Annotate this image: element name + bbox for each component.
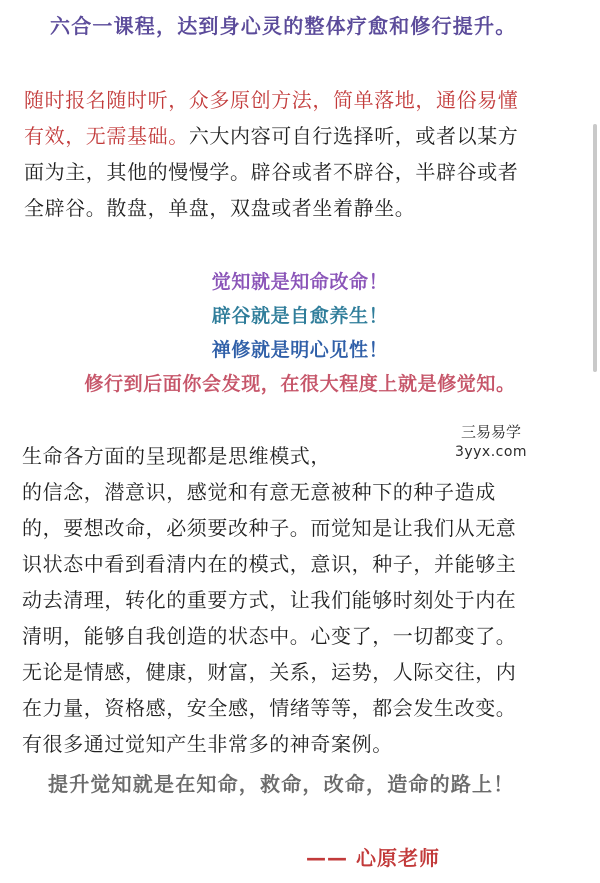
paragraph-2-line-1: 生命各方面的呈现都是思维模式，	[22, 444, 331, 468]
closing-statement: 提升觉知就是在知命，救命，改命，造命的路上！	[48, 772, 515, 796]
paragraph-2-line-4: 识状态中看到看清内在的模式，意识，种子，并能够主	[22, 552, 517, 576]
slogan-fasting: 辟谷就是自愈养生！	[211, 305, 389, 327]
site-watermark	[436, 422, 546, 462]
signature: —— 心原老师	[306, 846, 440, 870]
course-intro: 六合一课程，达到身心灵的整体疗愈和修行提升。	[50, 14, 517, 38]
paragraph-1-line-4: 全辟谷。散盘，单盘，双盘或者坐着静坐。	[24, 196, 416, 220]
slogan-practice: 修行到后面你会发现，在很大程度上就是修觉知。	[84, 373, 516, 395]
paragraph-2-line-2: 的信念，潜意识，感觉和有意无意被种下的种子造成	[22, 480, 496, 504]
paragraph-2-line-7: 无论是情感，健康，财富，关系，运势，人际交往，内	[22, 660, 517, 684]
paragraph-2-line-9: 有很多通过觉知产生非常多的神奇案例。	[22, 732, 393, 756]
paragraph-2-line-6: 清明，能够自我创造的状态中。心变了，一切都变了。	[22, 624, 517, 648]
slogan-meditation: 禅修就是明心见性！	[211, 339, 389, 361]
paragraph-2-line-8: 在力量，资格感，安全感，情绪等等，都会发生改变。	[22, 696, 517, 720]
paragraph-2-line-3: 的，要想改命，必须要改种子。而觉知是让我们从无意	[22, 516, 517, 540]
paragraph-1-highlight: 有效，无需基础。	[24, 124, 189, 148]
paragraph-1-line-2	[24, 122, 518, 150]
watermark-name: 三易易学	[460, 423, 521, 441]
paragraph-2-line-5: 动去清理，转化的重要方式，让我们能够时刻处于内在	[22, 588, 517, 612]
slogan-awareness: 觉知就是知命改命！	[211, 271, 389, 293]
paragraph-1-line-3: 面为主，其他的慢慢学。辟谷或者不辟谷，半辟谷或者	[24, 160, 519, 184]
scrollbar[interactable]	[593, 124, 597, 372]
watermark-url: 3yyx.com	[454, 444, 528, 460]
paragraph-1-line-2-rest: 六大内容可自行选择听，或者以某方	[188, 124, 519, 148]
paragraph-1-line-1: 随时报名随时听，众多原创方法，简单落地，通俗易懂	[24, 88, 519, 112]
